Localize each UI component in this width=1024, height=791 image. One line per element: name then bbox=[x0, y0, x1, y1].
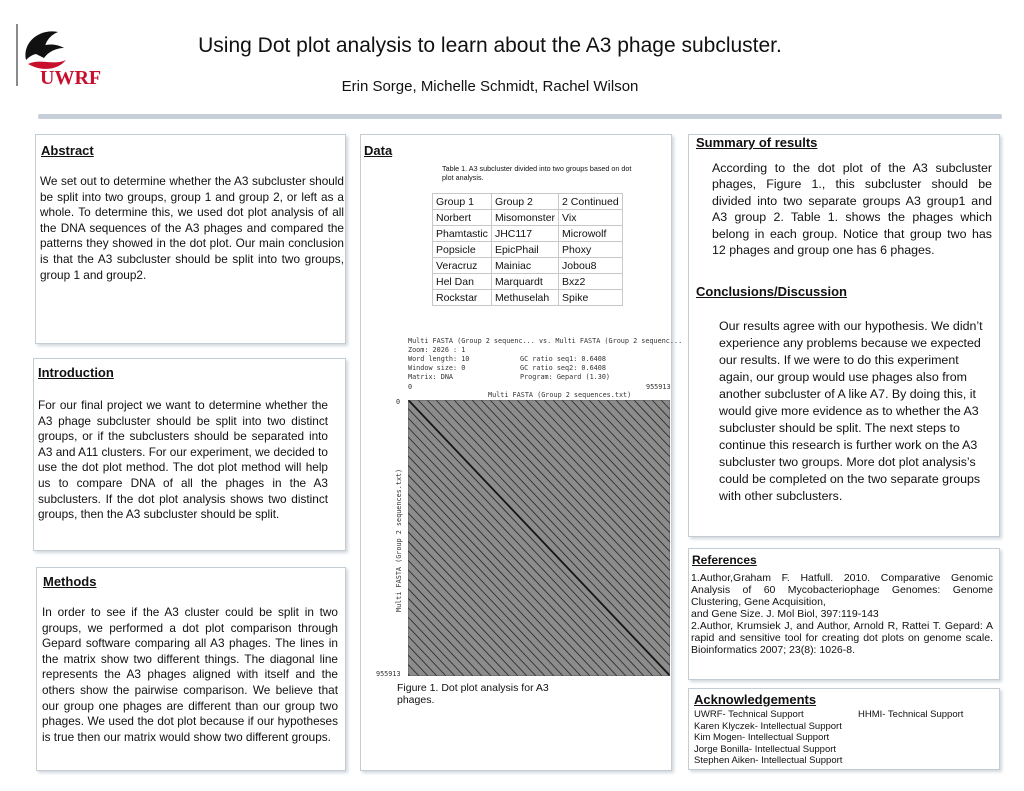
acknowledgement-item: Karen Klyczek- Intellectual Support bbox=[694, 720, 842, 732]
logo-text: UWRF bbox=[40, 67, 102, 89]
summary-heading: Summary of results bbox=[696, 135, 818, 150]
figure-caption: Figure 1. Dot plot analysis for A3 phages. bbox=[397, 682, 549, 706]
acknowledgement-item: Jorge Bonilla- Intellectual Support bbox=[694, 743, 837, 755]
acknowledgement-item: Stephen Aiken- Intellectual Support bbox=[694, 755, 843, 767]
header-rule bbox=[38, 114, 1002, 119]
abstract-text: We set out to determine whether the A3 subcluster should be split into two groups, group 1 and group 2, or left as a whole. To determine this, we used dot plot analysis of all the DNA sequences of the A3 phages and compared the patterns they showed in the dot plot. Our main conclusion is that the A3 subcluster should be split into two groups, group 1 and group2. bbox=[40, 174, 344, 282]
plot-axis-zero-left: 0 bbox=[396, 398, 401, 406]
table-row: Popsicle EpicPhail Phoxy bbox=[433, 242, 623, 258]
plot-header-left: Multi FASTA (Group 2 sequenc... vs. Multi FASTA (Group 2 sequenc... Zoom: 2026 : 1 Word length: 10 Window size: 0 Matrix: DNA bbox=[408, 337, 683, 381]
acknowledgements-heading: Acknowledgements bbox=[694, 692, 817, 707]
group-table bbox=[432, 193, 623, 306]
data-heading: Data bbox=[364, 143, 393, 158]
acknowledgement-item: UWRF- Technical Support bbox=[694, 709, 804, 720]
introduction-heading: Introduction bbox=[38, 365, 114, 380]
table-caption: Table 1. A3 subcluster divided into two groups based on dot plot analysis. bbox=[442, 164, 632, 182]
methods-heading: Methods bbox=[43, 574, 97, 589]
plot-axis-max-top: 955913 bbox=[646, 383, 671, 391]
references-heading: References bbox=[692, 553, 757, 567]
abstract-heading: Abstract bbox=[41, 143, 94, 158]
plot-axis-max-left: 955913 bbox=[376, 670, 401, 678]
table-row: Norbert Misomonster Vix bbox=[433, 210, 623, 226]
table-row: Phamtastic JHC117 Microwolf bbox=[433, 226, 623, 242]
dot-plot-image bbox=[408, 400, 670, 676]
conclusions-text: Our results agree with our hypothesis. We didn’t experience any problems because we expected our results. If we were to do this experiment again, our group would use phages also from another subcluster of A like A7. By doing this, it would give more evidence as to whether the A3 subcluster should be split. The next steps to continue this research is further work on the A3 subcluster two groups. More dot plot analysis’s could be completed on the two separate groups with other subclusters. bbox=[719, 319, 983, 503]
uwrf-logo bbox=[18, 22, 114, 94]
methods-text: In order to see if the A3 cluster could be split in two groups, we performed a dot plot comparison through Gepard software comparing all A3 phages. The lines in the matrix show two different things. The diagonal line represents the A3 phages aligned with itself and the others show the pairwise comparison. We believe that our group one phages are different than our group two phages. We used the dot plot because if our hypotheses is true then our matrix would show two different groups. bbox=[42, 605, 338, 744]
plot-top-label: Multi FASTA (Group 2 sequences.txt) bbox=[488, 391, 632, 399]
table-row: Rockstar Methuselah Spike bbox=[433, 290, 623, 306]
poster-title: Using Dot plot analysis to learn about the A3 phage subcluster. bbox=[198, 34, 782, 57]
poster-authors: Erin Sorge, Michelle Schmidt, Rachel Wilson bbox=[341, 78, 639, 95]
conclusions-heading: Conclusions/Discussion bbox=[696, 284, 847, 299]
introduction-text: For our final project we want to determine whether the A3 phage subcluster should be split into two distinct groups, or if the subclusters should be separated into A3 and A11 clusters. For our experiment, we decided to use the dot plot method. The dot plot method will help us to compare DNA of all the phages in the A3 subclusters. If the dot plot analysis shows two distinct groups, then the A3 subcluster should be split. bbox=[38, 398, 328, 522]
plot-axis-zero-top: 0 bbox=[408, 383, 413, 391]
plot-header-right: GC ratio seq1: 0.6408 GC ratio seq2: 0.6408 Program: Gepard (1.30) bbox=[520, 355, 611, 381]
acknowledgement-side-item: HHMI- Technical Support bbox=[858, 709, 964, 720]
plot-side-label: Multi FASTA (Group 2 sequences.txt) bbox=[395, 468, 403, 612]
references-list bbox=[691, 572, 993, 656]
acknowledgement-item: Kim Mogen- Intellectual Support bbox=[694, 732, 830, 744]
reference-item: and Gene Size. J. Mol Biol, 397:119-143 bbox=[691, 608, 879, 620]
reference-item: 2.Author, Krumsiek J, and Author, Arnold R, Rattei T. Gepard: A rapid and sensitive tool for creating dot plots on genome scale. Bioinformatics 2007; 23(8): 1026-8. bbox=[691, 620, 993, 656]
reference-item: 1.Author,Graham F. Hatfull. 2010. Comparative Genomic Analysis of 60 Mycobacteriophage Genomes: Genome Clustering, Gene Acquisition, bbox=[691, 572, 993, 608]
table-row: Hel Dan Marquardt Bxz2 bbox=[433, 274, 623, 290]
acknowledgements-list bbox=[694, 709, 842, 767]
summary-text: According to the dot plot of the A3 subcluster phages, Figure 1., this subcluster should be divided into two separate groups A3 group1 and A3 group 2. Table 1. shows the phages which belong in each group. Notice that group two has 12 phages and group one has 6 phages. bbox=[712, 161, 992, 258]
table-row: Veracruz Mainiac Jobou8 bbox=[433, 258, 623, 274]
table-row: Group 1 Group 2 2 Continued bbox=[433, 194, 623, 210]
